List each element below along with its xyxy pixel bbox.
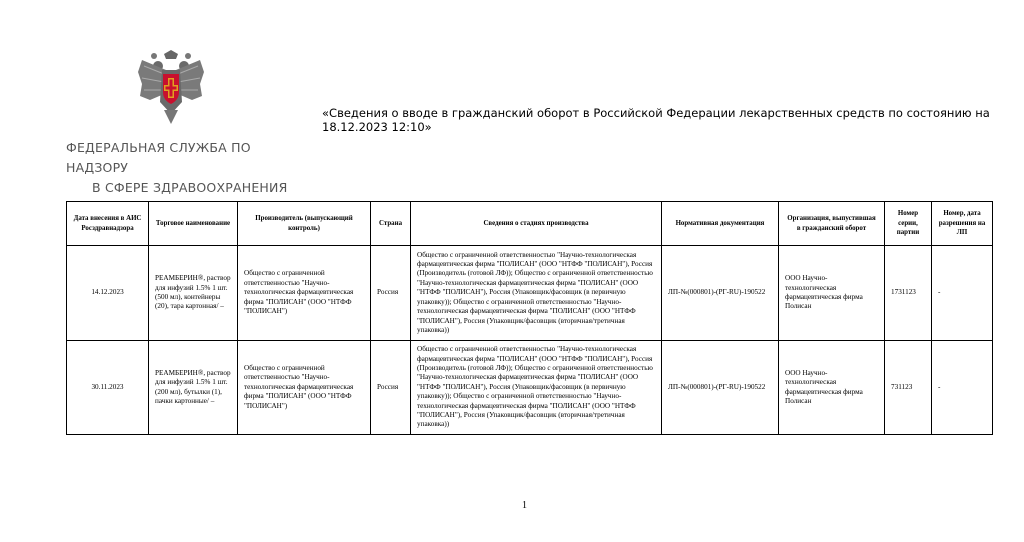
cell-manufacturer: Общество с ограниченной ответственностью "Научно-технологическая фармацевтическая фирма "ПОЛИСАН" (ООО "НТФФ "ПОЛИСАН") <box>238 246 371 341</box>
cell-series: 1731123 <box>885 246 932 341</box>
page-number: 1 <box>522 500 527 511</box>
cell-permit: - <box>932 341 993 435</box>
cell-date: 30.11.2023 <box>67 341 149 435</box>
column-header: Дата внесения в АИС Росздравнадзора <box>67 202 149 246</box>
cell-manufacturer: Общество с ограниченной ответственностью "Научно-технологическая фармацевтическая фирма "ПОЛИСАН" (ООО "НТФФ "ПОЛИСАН") <box>238 341 371 435</box>
cell-country: Россия <box>371 246 411 341</box>
medicines-table <box>66 201 993 435</box>
cell-organization: ООО Научно-технологическая фармацевтическая фирма Полисан <box>779 341 885 435</box>
double-headed-eagle-emblem-icon <box>136 50 206 126</box>
column-header: Производитель (выпускающий контроль) <box>238 202 371 246</box>
agency-name-line-2: В СФЕРЕ ЗДРАВООХРАНЕНИЯ <box>92 180 288 195</box>
column-header: Торговое наименование <box>149 202 238 246</box>
cell-trade-name: РЕАМБЕРИН®, раствор для инфузий 1.5% 1 шт. (500 мл), контейнеры (20), тара картонная/ – <box>149 246 238 341</box>
agency-name <box>60 138 300 198</box>
column-header: Номер, дата разрешения на ЛП <box>932 202 993 246</box>
cell-permit: - <box>932 246 993 341</box>
column-header: Страна <box>371 202 411 246</box>
cell-production-stages: Общество с ограниченной ответственностью "Научно-технологическая фармацевтическая фирма "ПОЛИСАН" (ООО "НТФФ "ПОЛИСАН"), Россия (Производитель (готовой ЛФ)); Общество с ограниченной ответственностью "Научно-технологическая фармацевтическая фирма "ПОЛИСАН" (ООО "НТФФ "ПОЛИСАН"), Россия (Упаковщик/фасовщик (в первичную упаковку)); Общество с ограниченной ответственностью "Научно-технологическая фармацевтическая фирма "ПОЛИСАН" (ООО "НТФФ "ПОЛИСАН"), Россия (Упаковщик/фасовщик (вторичная/третичная упаковка)) <box>411 246 662 341</box>
column-header: Сведения о стадиях производства <box>411 202 662 246</box>
cell-production-stages: Общество с ограниченной ответственностью "Научно-технологическая фармацевтическая фирма "ПОЛИСАН" (ООО "НТФФ "ПОЛИСАН"), Россия (Производитель (готовой ЛФ)); Общество с ограниченной ответственностью "Научно-технологическая фармацевтическая фирма "ПОЛИСАН" (ООО "НТФФ "ПОЛИСАН"), Россия (Упаковщик/фасовщик (в первичную упаковку)); Общество с ограниченной ответственностью "Научно-технологическая фармацевтическая фирма "ПОЛИСАН" (ООО "НТФФ "ПОЛИСАН"), Россия (Упаковщик/фасовщик (вторичная/третичная упаковка)) <box>411 341 662 435</box>
agency-name-line-1: ФЕДЕРАЛЬНАЯ СЛУЖБА ПО НАДЗОРУ <box>66 140 251 175</box>
cell-normative-doc: ЛП-№(000801)-(РГ-RU)-190522 <box>662 246 779 341</box>
cell-country: Россия <box>371 341 411 435</box>
cell-trade-name: РЕАМБЕРИН®, раствор для инфузий 1.5% 1 шт. (200 мл), бутылки (1), пачки картонные/ – <box>149 341 238 435</box>
cell-organization: ООО Научно-технологическая фармацевтическая фирма Полисан <box>779 246 885 341</box>
cell-date: 14.12.2023 <box>67 246 149 341</box>
column-header: Нормативная документация <box>662 202 779 246</box>
table-header-row <box>67 202 993 246</box>
cell-normative-doc: ЛП-№(000801)-(РГ-RU)-190522 <box>662 341 779 435</box>
table-row <box>67 341 993 435</box>
table-row <box>67 246 993 341</box>
column-header: Организация, выпустившая в гражданский оборот <box>779 202 885 246</box>
document-title: «Сведения о вводе в гражданский оборот в Российской Федерации лекарственных средств по состоянию на 18.12.2023 12:10» <box>322 106 990 134</box>
column-header: Номер серии, партии <box>885 202 932 246</box>
agency-logo <box>60 50 300 195</box>
cell-series: 731123 <box>885 341 932 435</box>
